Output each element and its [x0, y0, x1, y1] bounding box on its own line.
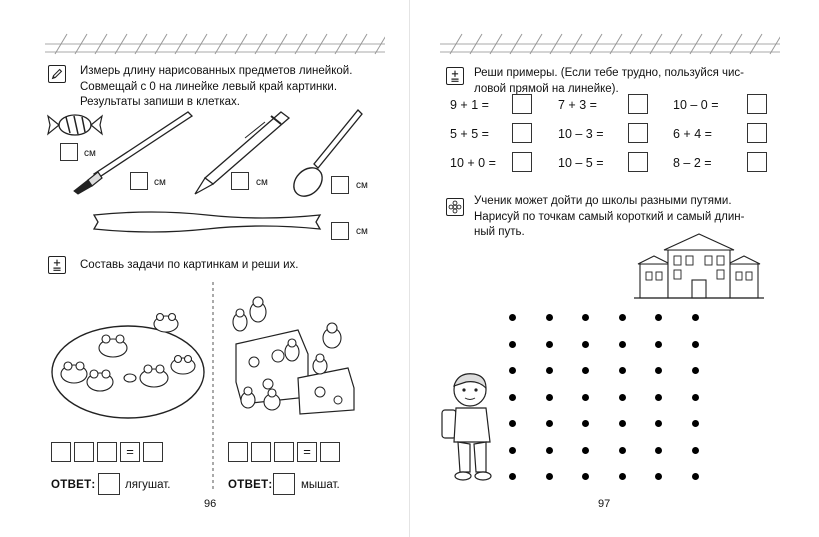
decorative-hatch-line [45, 30, 385, 58]
equation-text: 10 – 3 = [558, 127, 604, 141]
path-dot[interactable] [692, 447, 699, 454]
equation-answer-cell[interactable] [628, 123, 648, 143]
path-dot[interactable] [692, 341, 699, 348]
path-dot[interactable] [509, 420, 516, 427]
path-dot[interactable] [619, 394, 626, 401]
spoon-length-cell[interactable] [331, 176, 349, 194]
unit-label: см [154, 177, 166, 188]
mice-answer-cell[interactable] [273, 473, 295, 495]
equation-text: 7 + 3 = [558, 98, 597, 112]
path-dot[interactable] [546, 394, 553, 401]
path-dot[interactable] [655, 341, 662, 348]
path-dot[interactable] [692, 367, 699, 374]
path-dot[interactable] [509, 394, 516, 401]
path-dot[interactable] [546, 420, 553, 427]
unit-label: см [356, 180, 368, 191]
path-dot[interactable] [692, 394, 699, 401]
unit-label: см [256, 177, 268, 188]
page-number: 96 [204, 498, 217, 510]
examples-task-text: Реши примеры. (Если тебе трудно, пользуйся чис- ловой прямой на линейке). [474, 67, 745, 95]
pen-length-cell[interactable] [130, 172, 148, 190]
compose-task-text: Составь задачи по картинкам и реши их. [80, 259, 299, 271]
equation-answer-cell[interactable] [747, 94, 767, 114]
path-dot[interactable] [582, 447, 589, 454]
path-dot[interactable] [619, 473, 626, 480]
path-dot[interactable] [582, 420, 589, 427]
equation-answer-cell[interactable] [747, 123, 767, 143]
path-dot[interactable] [655, 367, 662, 374]
mice-expression-cell[interactable] [274, 442, 294, 462]
path-dot[interactable] [509, 473, 516, 480]
mice-answer-label: ОТВЕТ: [228, 479, 273, 491]
path-dot[interactable] [655, 420, 662, 427]
mice-expression-cell[interactable] [228, 442, 248, 462]
mice-expression-cell[interactable] [251, 442, 271, 462]
path-dot[interactable] [582, 367, 589, 374]
plus-minus-icon [446, 67, 464, 85]
frogs-on-lily-pad-picture [48, 310, 208, 425]
measure-task-text: Измерь длину нарисованных предметов линейкой. Совмещай с 0 на линейке левый край картинки. Результаты запиши в клетках. [80, 65, 353, 108]
path-dot[interactable] [546, 367, 553, 374]
path-dot[interactable] [655, 394, 662, 401]
path-dot[interactable] [546, 447, 553, 454]
equation-answer-cell[interactable] [512, 94, 532, 114]
unit-label: см [356, 226, 368, 237]
equation-text: 10 + 0 = [450, 156, 496, 170]
frogs-expression-cell: = [120, 442, 140, 462]
path-dot[interactable] [509, 341, 516, 348]
ribbon-length-cell[interactable] [331, 222, 349, 240]
mice-expression-cell[interactable] [320, 442, 340, 462]
schoolboy-picture [436, 368, 506, 488]
spoon-picture [288, 106, 368, 206]
equation-text: 9 + 1 = [450, 98, 489, 112]
pencil-icon [48, 65, 66, 83]
mice-with-cheese-picture [228, 292, 368, 422]
path-dot[interactable] [692, 420, 699, 427]
path-dot[interactable] [546, 473, 553, 480]
frogs-answer-word: лягушат. [125, 479, 171, 491]
school-building-picture [634, 228, 764, 306]
path-dot[interactable] [582, 341, 589, 348]
path-dot[interactable] [619, 314, 626, 321]
path-dot[interactable] [582, 314, 589, 321]
mice-answer-word: мышат. [301, 479, 340, 491]
frogs-expression-cell[interactable] [74, 442, 94, 462]
path-dot[interactable] [509, 367, 516, 374]
path-dot[interactable] [692, 473, 699, 480]
path-dot[interactable] [619, 341, 626, 348]
left-page [0, 0, 409, 537]
unit-label: см [84, 148, 96, 159]
frogs-expression-cell[interactable] [143, 442, 163, 462]
path-task-text: Ученик может дойти до школы разными путями. Нарисуй по точкам самый короткий и самый длин- ный путь. [474, 195, 745, 238]
path-dot[interactable] [619, 447, 626, 454]
equation-text: 5 + 5 = [450, 127, 489, 141]
flower-icon [446, 198, 464, 216]
equation-text: 10 – 5 = [558, 156, 604, 170]
decorative-hatch-line [440, 30, 780, 58]
equation-text: 8 – 2 = [673, 156, 712, 170]
equation-answer-cell[interactable] [512, 152, 532, 172]
equation-answer-cell[interactable] [628, 94, 648, 114]
page-number: 97 [598, 498, 611, 510]
right-page [410, 0, 819, 537]
frogs-answer-label: ОТВЕТ: [51, 479, 96, 491]
path-dot[interactable] [509, 447, 516, 454]
frogs-expression-cell[interactable] [97, 442, 117, 462]
equation-text: 6 + 4 = [673, 127, 712, 141]
dashed-divider [212, 282, 214, 492]
path-dot[interactable] [546, 341, 553, 348]
frogs-answer-cell[interactable] [98, 473, 120, 495]
path-dot[interactable] [582, 473, 589, 480]
path-dot[interactable] [619, 420, 626, 427]
equation-answer-cell[interactable] [628, 152, 648, 172]
frogs-expression-cell[interactable] [51, 442, 71, 462]
ribbon-picture [92, 207, 322, 237]
path-dot[interactable] [582, 394, 589, 401]
equation-answer-cell[interactable] [512, 123, 532, 143]
path-dot[interactable] [655, 314, 662, 321]
path-dot[interactable] [546, 314, 553, 321]
plus-minus-icon [48, 256, 66, 274]
pen-length-cell-2[interactable] [231, 172, 249, 190]
path-dot[interactable] [655, 447, 662, 454]
equation-text: 10 – 0 = [673, 98, 719, 112]
path-dot[interactable] [655, 473, 662, 480]
path-dot[interactable] [619, 367, 626, 374]
equation-answer-cell[interactable] [747, 152, 767, 172]
path-dot[interactable] [509, 314, 516, 321]
brush-length-cell[interactable] [60, 143, 78, 161]
mice-expression-cell: = [297, 442, 317, 462]
path-dot[interactable] [692, 314, 699, 321]
